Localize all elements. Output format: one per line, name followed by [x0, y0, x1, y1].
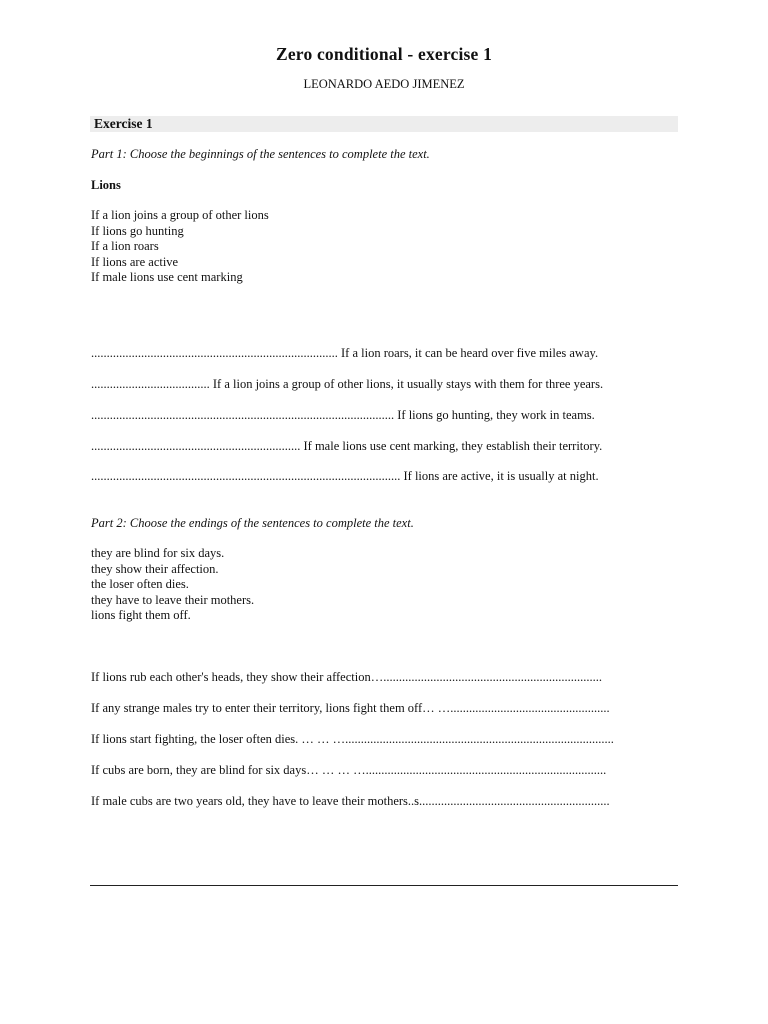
part1-sentence: ................................................................................................. If lions go hunting, they work in teams.	[91, 408, 595, 422]
list-item: they show their affection.	[91, 561, 219, 576]
list-item: If lions go hunting	[91, 223, 184, 238]
part1-sentence: ................................................................................................... If lions are active, it is usually at night.	[91, 469, 599, 483]
section-heading-bar	[90, 116, 678, 132]
part1-subheading: Lions	[91, 178, 121, 192]
part2-sentence: If cubs are born, they are blind for six days… … … ….............................................................................	[91, 763, 607, 777]
part2-sentence: If lions rub each other's heads, they show their affection…......................................................................	[91, 670, 602, 684]
part2-options-list	[91, 546, 254, 624]
author-name: LEONARDO AEDO JIMENEZ	[303, 77, 465, 91]
part1-sentence: ............................................................................... If a lion roars, it can be heard over five miles away.	[91, 346, 599, 360]
list-item: If a lion joins a group of other lions	[91, 208, 269, 222]
list-item: they have to leave their mothers.	[91, 592, 255, 607]
part2-instruction: Part 2: Choose the endings of the sentences to complete the text.	[91, 516, 414, 530]
section-heading: Exercise 1	[94, 116, 153, 131]
list-item: If a lion roars	[91, 239, 159, 254]
part1-options-list	[91, 208, 269, 286]
part1-sentence: ...................................... If a lion joins a group of other lions, it usually stays with them for three years.	[91, 377, 604, 391]
list-item: they are blind for six days.	[91, 546, 225, 560]
part2-sentence: If male cubs are two years old, they have to leave their mothers..s.............................................................	[91, 794, 610, 808]
list-item: the loser often dies.	[91, 577, 189, 592]
list-item: If male lions use cent marking	[91, 270, 243, 285]
part1-sentence: ................................................................... If male lions use cent marking, they establish their territory.	[91, 439, 603, 453]
list-item: If lions are active	[91, 254, 179, 269]
part1-instruction: Part 1: Choose the beginnings of the sentences to complete the text.	[91, 147, 430, 161]
list-item: lions fight them off.	[91, 608, 191, 623]
footer-divider	[90, 885, 678, 886]
page-title: Zero conditional - exercise 1	[275, 44, 493, 64]
part2-sentence: If lions start fighting, the loser often dies. … … …......................................................................................	[91, 732, 614, 746]
part2-sentence: If any strange males try to enter their territory, lions fight them off… …...................................................	[91, 701, 610, 715]
